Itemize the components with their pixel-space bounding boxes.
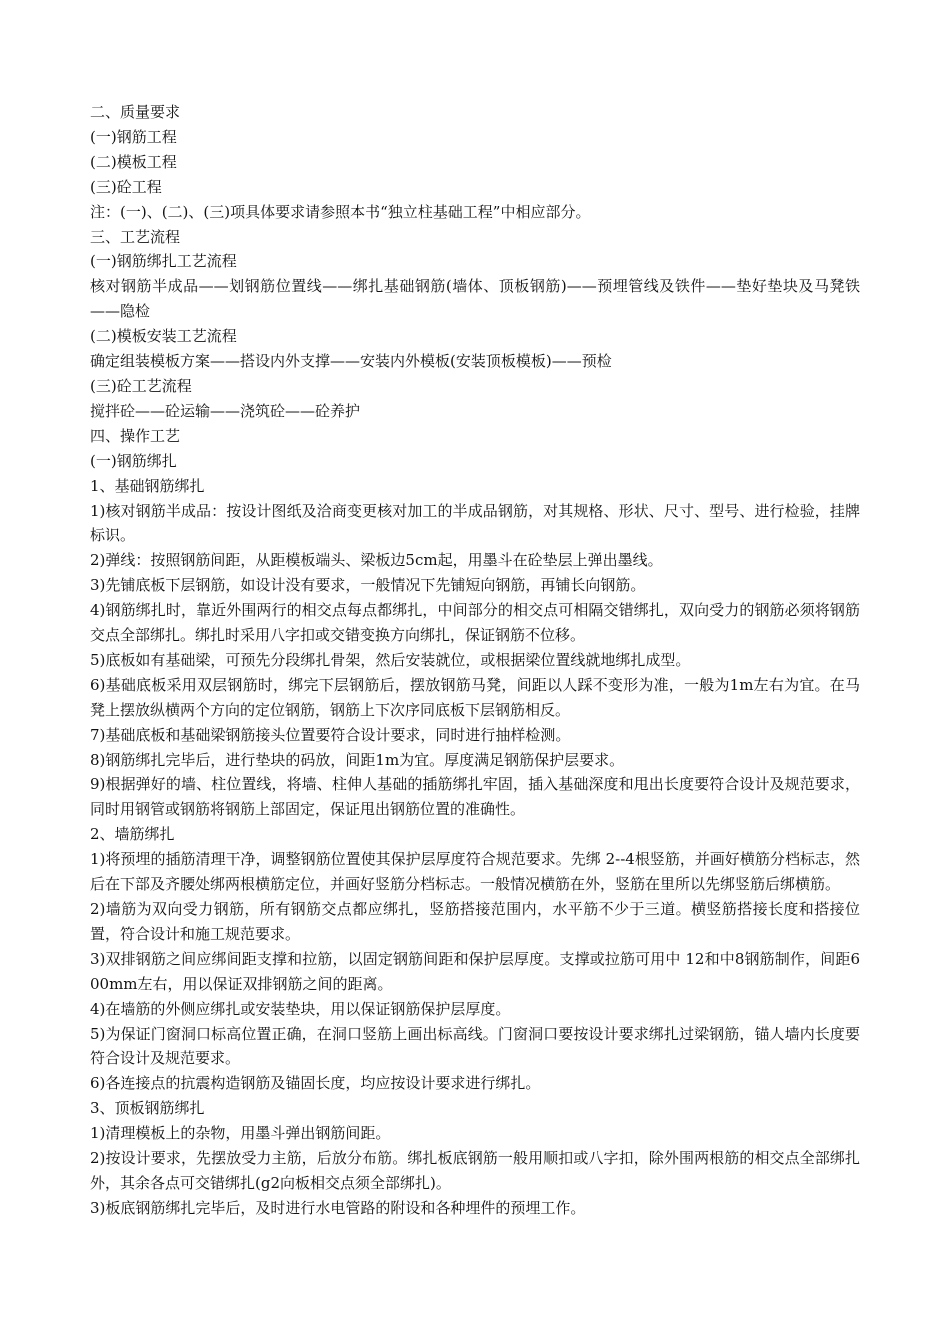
list-item: 2)弹线：按照钢筋间距，从距模板端头、梁板边5cm起，用墨斗在砼垫层上弹出墨线。 <box>90 551 663 570</box>
list-item: 9)根据弹好的墙、柱位置线，将墙、柱伸人基础的插筋绑扎牢固，插入基础深度和甩出长度要符合设计及规范要求，同时用钢管或钢筋将钢筋上部固定，保证甩出钢筋位置的准确性。 <box>90 775 860 819</box>
list-item: 2)按设计要求，先摆放受力主筋，后放分布筋。绑扎板底钢筋一般用顺扣或八字扣，除外围两根筋的相交点全部绑扎外，其余各点可交错绑扎(g2向板相交点须全部绑扎)。 <box>90 1149 860 1192</box>
list-item: 3)双排钢筋之间应绑间距支撑和拉筋，以固定钢筋间距和保护层厚度。支撑或拉筋可用中 12和中8钢筋制作，间距600mm左右，用以保证双排钢筋之间的距离。 <box>90 949 860 993</box>
list-item: 7)基础底板和基础梁钢筋接头位置要符合设计要求，同时进行抽样检测。 <box>90 725 571 744</box>
paragraph-concrete-process: 搅拌砼——砼运输——浇筑砼——砼养护 <box>90 401 361 420</box>
note-paragraph: 注：(一)、(二)、(三)项具体要求请参照本书“独立柱基础工程”中相应部分。 <box>90 202 591 221</box>
item-heading-foundation-rebar: 1、基础钢筋绑扎 <box>90 476 205 495</box>
section-heading-operation: 四、操作工艺 <box>90 426 181 445</box>
list-item: 5)底板如有基础梁，可预先分段绑扎骨架，然后安装就位，或根据梁位置线就地绑扎成型。 <box>90 650 691 669</box>
document-body <box>90 100 860 1221</box>
section-heading-quality: 二、质量要求 <box>90 103 181 121</box>
item-heading-wall-rebar: 2、墙筋绑扎 <box>90 825 175 844</box>
list-item: 1)将预埋的插筋清理干净，调整钢筋位置使其保护层厚度符合规范要求。先绑 2--4根竖筋，并画好横筋分档标志，然后在下部及齐腰处绑两根横筋定位，并画好竖筋分档标志。一般情况横筋在外，竖筋在里所以先绑竖筋后绑横筋。 <box>90 850 860 894</box>
list-item: 5)为保证门窗洞口标高位置正确，在洞口竖筋上画出标高线。门窗洞口要按设计要求绑扎过梁钢筋，锚人墙内长度要符合设计及规范要求。 <box>90 1024 860 1068</box>
paragraph-formwork-process: 确定组装模板方案——搭设内外支撑——安装内外模板(安装顶板模板)——预检 <box>90 352 612 371</box>
subheading-concrete-process: (三)砼工艺流程 <box>90 376 192 395</box>
list-item: 8)钢筋绑扎完毕后，进行垫块的码放，间距1m为宜。厚度满足钢筋保护层要求。 <box>90 750 625 769</box>
subheading-rebar-process: (一)钢筋绑扎工艺流程 <box>90 252 237 271</box>
list-item: 4)在墙筋的外侧应绑扎或安装垫块，用以保证钢筋保护层厚度。 <box>90 999 511 1018</box>
subheading-concrete: (三)砼工程 <box>90 177 162 196</box>
list-item: 1)核对钢筋半成品：按设计图纸及洽商变更核对加工的半成品钢筋，对其规格、形状、尺寸、型号、进行检验，挂牌标识。 <box>90 501 860 545</box>
subheading-rebar: (一)钢筋工程 <box>90 127 177 146</box>
subheading-formwork: (二)模板工程 <box>90 152 177 171</box>
list-item: 3)板底钢筋绑扎完毕后，及时进行水电管路的附设和各种埋件的预埋工作。 <box>90 1198 586 1217</box>
list-item: 1)清理模板上的杂物，用墨斗弹出钢筋间距。 <box>90 1124 391 1143</box>
list-item: 4)钢筋绑扎时，靠近外围两行的相交点每点都绑扎，中间部分的相交点可相隔交错绑扎，双向受力的钢筋必须将钢筋交点全部绑扎。绑扎时采用八字扣或交错变换方向绑扎，保证钢筋不位移。 <box>90 601 860 645</box>
subheading-rebar-tying: (一)钢筋绑扎 <box>90 451 177 470</box>
subheading-formwork-process: (二)模板安装工艺流程 <box>90 327 237 346</box>
list-item: 2)墙筋为双向受力钢筋，所有钢筋交点都应绑扎，竖筋搭接范围内，水平筋不少于三道。横竖筋搭接长度和搭接位置，符合设计和施工规范要求。 <box>90 900 860 943</box>
section-heading-process: 三、工艺流程 <box>90 227 181 246</box>
item-heading-slab-rebar: 3、顶板钢筋绑扎 <box>90 1099 205 1118</box>
list-item: 6)基础底板采用双层钢筋时，绑完下层钢筋后，摆放钢筋马凳，间距以人踩不变形为准，一般为1m左右为宜。在马凳上摆放纵横两个方向的定位钢筋，钢筋上下次序同底板下层钢筋相反。 <box>90 675 860 719</box>
paragraph-rebar-process: 核对钢筋半成品——划钢筋位置线——绑扎基础钢筋(墙体、顶板钢筋)——预埋管线及铁件——垫好垫块及马凳铁——隐检 <box>90 277 860 321</box>
list-item: 6)各连接点的抗震构造钢筋及锚固长度，均应按设计要求进行绑扎。 <box>90 1074 541 1093</box>
list-item: 3)先铺底板下层钢筋，如设计没有要求，一般情况下先铺短向钢筋，再铺长向钢筋。 <box>90 576 646 595</box>
